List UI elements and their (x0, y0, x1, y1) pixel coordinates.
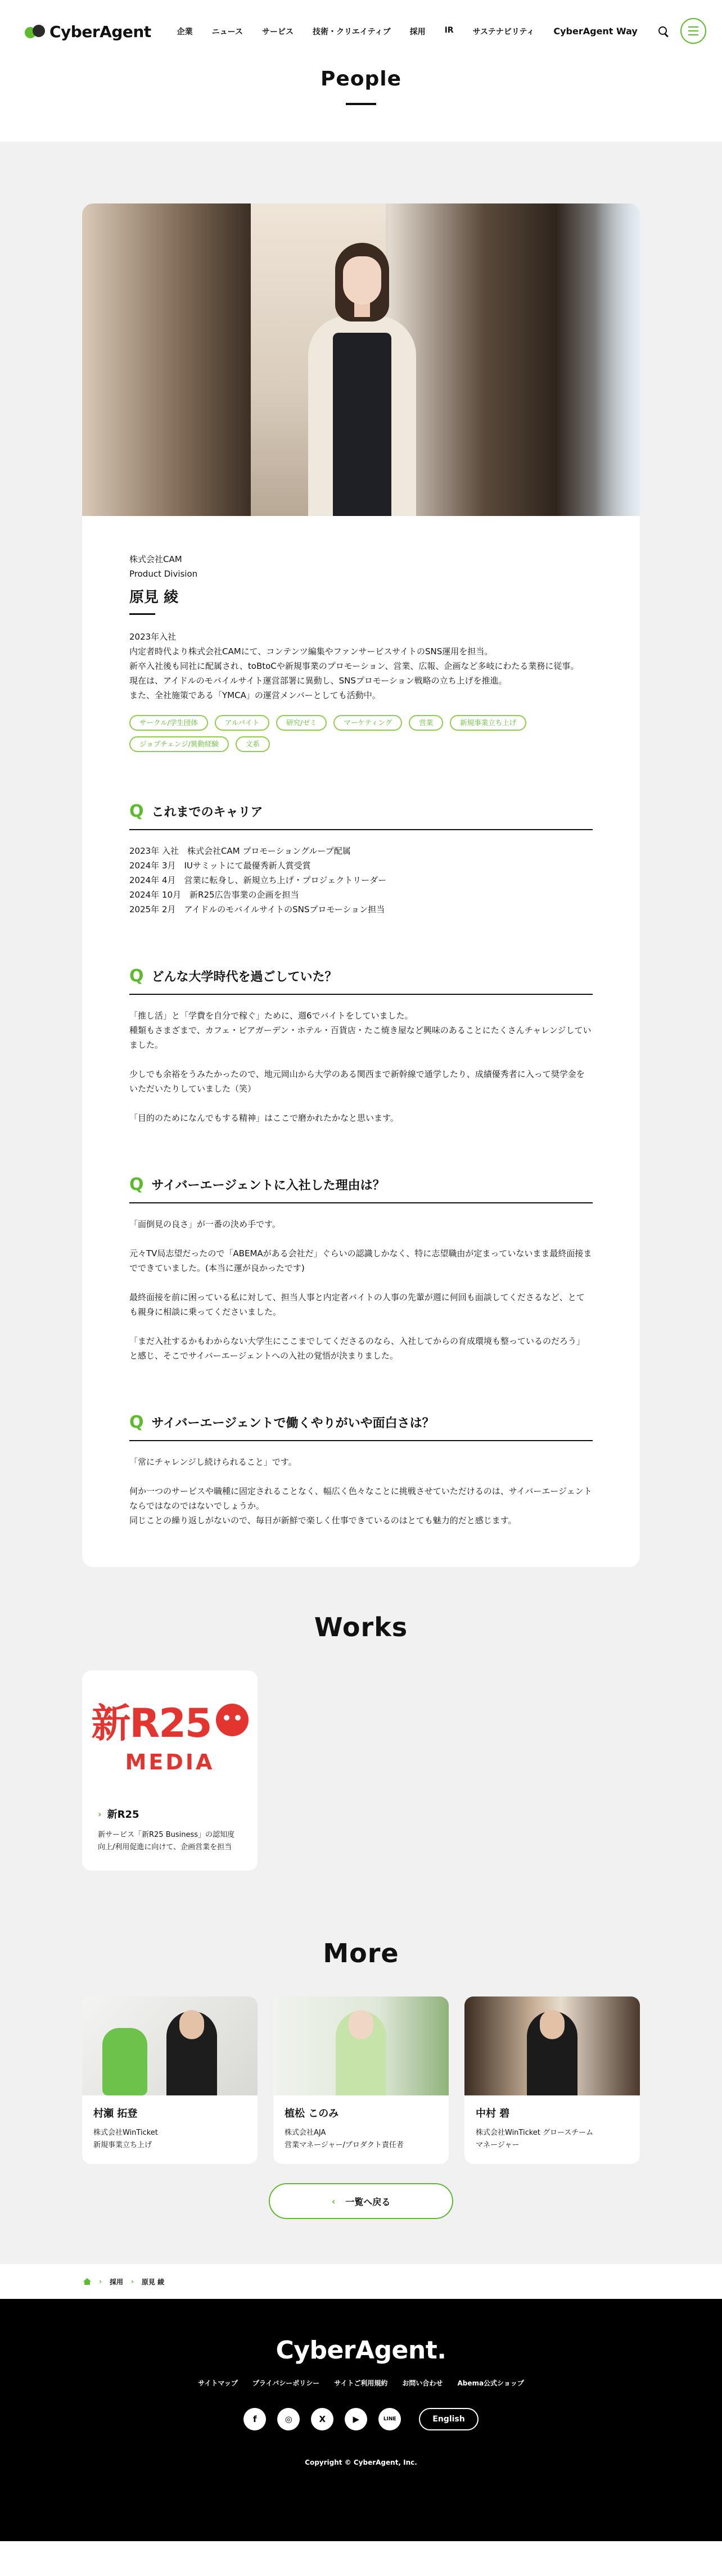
menu-button[interactable] (680, 18, 706, 44)
back-to-list-button[interactable] (269, 2183, 453, 2219)
footer-link-privacy[interactable]: プライバシーポリシー (252, 2379, 320, 2387)
more-title: More (323, 1938, 399, 1968)
global-nav (177, 26, 638, 37)
tag[interactable]: 研究/ゼミ (276, 715, 327, 731)
person-name: 植松 このみ (285, 2108, 339, 2120)
person-illustration (300, 237, 424, 516)
answer-line: 「推し活」と「学費を自分で稼ぐ」ために、週6でバイトをしていました。 (129, 1011, 413, 1021)
footer-links (0, 2378, 722, 2388)
intro-line: 現在は、アイドルのモバイルサイト運営部署に異動し、SNSプロモーション戦略の立ち上げを推進。 (129, 676, 507, 686)
answer-line (129, 1469, 593, 1484)
logo-sub-text: MEDIA (125, 1749, 215, 1774)
copyright: Copyright © CyberAgent, Inc. (305, 2459, 417, 2466)
chevron-right-icon: › (130, 2278, 134, 2285)
question-title: サイバーエージェントで働くやりがいや面白さは？ (151, 1416, 435, 1430)
tag[interactable]: 新規事業立ち上げ (450, 715, 526, 731)
qa-reason (129, 1176, 593, 1363)
nav-sustainability[interactable]: サステナビリティ (472, 28, 535, 37)
chevron-right-icon: › (99, 2278, 102, 2285)
person-role: 株式会社AJA 営業マネージャー/プロダクト責任者 (285, 2129, 404, 2149)
chevron-left-icon: ‹ (331, 2195, 336, 2207)
nav-tech-creative[interactable]: 技術・クリエイティブ (312, 28, 391, 37)
answer-line: 同じことの繰り返しがないので、毎日が新鮮で楽しく仕事できているのはとても魅力的だと感じます。 (129, 1515, 517, 1525)
intro-line: また、全社施策である「YMCA」の運営メンバーとしても活動中。 (129, 690, 381, 700)
logo-main-text: 新R25 (91, 1700, 211, 1746)
nav-services[interactable]: サービス (261, 28, 294, 37)
youtube-icon[interactable]: ▶ (345, 2408, 367, 2430)
profile-name: 原見 綾 (129, 589, 179, 606)
more-card-murase[interactable] (82, 1996, 258, 2164)
mascot-face-icon (216, 1704, 249, 1736)
profile-intro (129, 630, 593, 703)
profile-photo (82, 203, 640, 516)
person-photo (273, 1996, 449, 2095)
x-icon[interactable]: X (311, 2408, 333, 2430)
q-icon: Q (129, 1174, 144, 1194)
breadcrumb-current: 原見 綾 (141, 2278, 165, 2286)
answer-line: 最終面接を前に困っている私に対して、担当人事と内定者バイトの人事の先輩が週に何回も面談してくださるなど、とても親身に相談に乗ってくださいました。 (129, 1292, 585, 1317)
page-heading (0, 63, 722, 142)
title-divider (346, 103, 376, 105)
q-icon: Q (129, 801, 144, 821)
career-row: 2024年 4月 営業に転身し、新規立ち上げ・プロジェクトリーダー (129, 875, 387, 885)
works-title: Works (314, 1612, 408, 1642)
tag[interactable]: マーケティング (333, 715, 402, 731)
profile-section (0, 142, 722, 2264)
answer-line: 元々TV局志望だったので「ABEMAがある会社だ」ぐらいの認識しかなく、特に志望職由が定まっていないまま最終面接までできていました。(本当に運が良かったです) (129, 1248, 592, 1273)
career-row: 2024年 3月 IUサミットにて最優秀新人賞受賞 (129, 861, 311, 871)
back-label: 一覧へ戻る (345, 2196, 391, 2207)
footer-link-terms[interactable]: サイトご利用規約 (334, 2379, 388, 2387)
career-row: 2023年 入社 株式会社CAM プロモーショングループ配属 (129, 846, 351, 856)
answer-line (129, 1275, 593, 1290)
footer-link-sitemap[interactable]: サイトマップ (198, 2379, 238, 2387)
site-header (0, 0, 722, 63)
career-row: 2025年 2月 アイドルのモバイルサイトのSNSプロモーション担当 (129, 904, 385, 914)
qa-university (129, 967, 593, 1125)
nav-recruit[interactable]: 採用 (409, 28, 426, 37)
work-description: 新サービス「新R25 Business」の認知度向上/利用促進に向けて、企画営業を担当 (98, 1831, 235, 1851)
tag[interactable]: 文系 (236, 736, 270, 752)
line-icon[interactable]: LINE (378, 2408, 401, 2430)
person-role: 株式会社WinTicket グロースチーム マネージャー (476, 2129, 594, 2149)
intro-line: 新卒入社後も同社に配属され、toBtoCや新規事業のプロモーション、営業、広報、企画など多岐にわたる業務に従事。 (129, 661, 579, 671)
answer-line (129, 1096, 593, 1111)
answer-line: 「常にチャレンジし続けられること」です。 (129, 1457, 297, 1467)
social-links (0, 2408, 722, 2430)
facebook-icon[interactable]: f (243, 2408, 266, 2430)
answer-line (129, 1232, 593, 1246)
question-title: サイバーエージェントに入社した理由は？ (151, 1179, 385, 1193)
q-icon: Q (129, 966, 144, 986)
more-section (0, 1871, 722, 2219)
footer-link-shop[interactable]: Abema公式ショップ (457, 2379, 524, 2387)
answer-line (129, 1319, 593, 1334)
hamburger-icon (688, 26, 698, 28)
answer-line (129, 1052, 593, 1067)
nav-news[interactable]: ニュース (211, 28, 243, 37)
answer-line: 「目的のためになんでもする精神」はここで磨かれたかなと思います。 (129, 1113, 399, 1123)
logo-text: CyberAgent (49, 22, 151, 41)
footer-logo[interactable]: CyberAgent. (276, 2336, 446, 2365)
profile-company: 株式会社CAM (129, 554, 182, 564)
intro-line: 2023年入社 (129, 632, 177, 642)
person-name: 中村 碧 (476, 2108, 510, 2120)
logo-mark-icon (25, 24, 45, 39)
home-icon[interactable] (83, 2278, 91, 2285)
q-icon: Q (129, 1412, 144, 1432)
question-title: どんな大学時代を過ごしていた？ (151, 970, 337, 984)
english-button[interactable]: English (419, 2408, 478, 2430)
question-title: これまでのキャリア (151, 805, 263, 820)
intro-line: 内定者時代より株式会社CAMにて、コンテンツ編集やファンサービスサイトのSNS運用を担当。 (129, 646, 493, 657)
tag[interactable]: アルバイト (215, 715, 269, 731)
profile-division: Product Division (129, 569, 198, 579)
shinr25-logo (82, 1670, 258, 1795)
answer-line: 少しでも余裕をうみたかったので、地元岡山から大学のある関西まで新幹線で通学したり、成績優秀者に入って奨学金をいただいたりしていました（笑） (129, 1069, 585, 1094)
chevron-right-icon: › (98, 1808, 102, 1819)
nav-ir[interactable]: IR (444, 26, 454, 35)
name-divider (129, 613, 155, 615)
answer-line: 何か一つのサービスや職種に固定されることなく、幅広く色々なことに挑戦させていただけるのは、サイバーエージェントならではなのではないでしょうか。 (129, 1486, 592, 1511)
page-title: People (320, 67, 402, 90)
answer-line: 「面倒見の良さ」が一番の決め手です。 (129, 1219, 281, 1229)
search-icon[interactable] (658, 26, 669, 37)
more-card-nakamura[interactable] (464, 1996, 640, 2164)
nav-company[interactable]: 企業 (177, 28, 193, 37)
footer-link-contact[interactable]: お問い合わせ (402, 2379, 443, 2387)
tag-list (129, 715, 596, 752)
cyberagent-logo[interactable] (25, 22, 151, 41)
tag[interactable]: ジョブチェンジ/異動経験 (129, 736, 229, 752)
qa-rewarding (129, 1414, 593, 1528)
answer-line: 種類もさまざまで、カフェ・ビアガーデン・ホテル・百貨店・たこ焼き屋など興味のあることにたくさんチャレンジしていました。 (129, 1025, 592, 1050)
site-footer (0, 2299, 722, 2541)
person-role: 株式会社WinTicket 新規事業立ち上げ (93, 2129, 158, 2149)
tag[interactable]: 営業 (409, 715, 443, 731)
person-name: 村瀬 拓登 (93, 2108, 138, 2120)
breadcrumb (0, 2264, 722, 2299)
instagram-icon[interactable]: ◎ (277, 2408, 300, 2430)
nav-cyberagent-way[interactable]: CyberAgent Way (553, 26, 638, 37)
work-title: 新R25 (107, 1809, 139, 1821)
more-card-uematsu[interactable] (273, 1996, 449, 2164)
work-card-shinr25[interactable] (82, 1670, 258, 1871)
tag[interactable]: サークル/学生団体 (129, 715, 208, 731)
works-section (0, 1567, 722, 1871)
person-photo (82, 1996, 258, 2095)
answer-line: 「まだ入社するかもわからない大学生にここまでしてくださるのなら、入社してからの育成環境も整っているのだろう」と感じ、そこでサイバーエージェントへの入社の覚悟が決まりました。 (129, 1336, 585, 1361)
person-photo (464, 1996, 640, 2095)
qa-career (129, 803, 593, 917)
career-row: 2024年 10月 新R25広告事業の企画を担当 (129, 890, 299, 900)
breadcrumb-recruit[interactable]: 採用 (109, 2278, 123, 2286)
profile-card (82, 203, 640, 1567)
